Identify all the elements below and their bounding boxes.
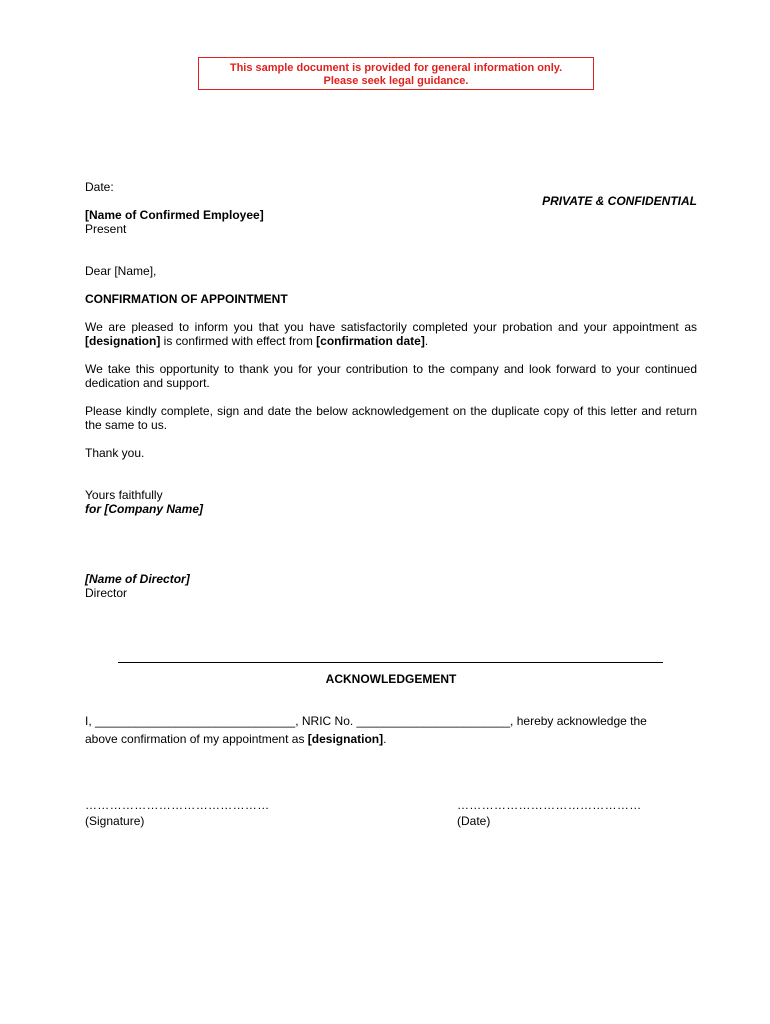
acknowledgement-line-2	[85, 732, 386, 747]
thanks-line: Thank you.	[85, 446, 145, 460]
acknowledgement-heading: ACKNOWLEDGEMENT	[325, 672, 457, 686]
disclaimer-box	[198, 57, 594, 90]
disclaimer-line-2: Please seek legal guidance.	[323, 75, 469, 87]
paragraph-1-text-c: .	[424, 334, 429, 348]
disclaimer-line-1: This sample document is provided for general information only.	[229, 62, 563, 74]
paragraph-2: We take this opportunity to thank you for your contribution to the company and look forward to your continued dedication and support.	[85, 362, 697, 390]
signature-label: (Signature)	[85, 814, 145, 828]
recipient-name: [Name of Confirmed Employee]	[85, 208, 264, 222]
recipient-status: Present	[85, 222, 127, 236]
acknowledgement-line-2-end: .	[383, 732, 387, 746]
paragraph-3: Please kindly complete, sign and date the below acknowledgement on the duplicate copy of this letter and return the same to us.	[85, 404, 697, 432]
signature-dots: ………………………………………	[85, 798, 270, 812]
date-dots: ………………………………………	[457, 798, 642, 812]
acknowledgement-designation: [designation]	[307, 732, 384, 746]
director-name: [Name of Director]	[85, 572, 190, 586]
date-field-label: (Date)	[457, 814, 491, 828]
paragraph-1-date: [confirmation date]	[316, 334, 425, 348]
paragraph-1-text-a: We are pleased to inform you that you have satisfactorily completed your probation and your appointment as	[85, 320, 697, 334]
company-line: for [Company Name]	[85, 502, 204, 516]
paragraph-1-text-b: is confirmed with effect from	[160, 334, 317, 348]
acknowledgement-line-1: I, ______________________________, NRIC No. _______________________, hereby acknowledge the	[85, 714, 647, 728]
paragraph-1-designation: [designation]	[85, 334, 161, 348]
date-label: Date:	[85, 180, 114, 194]
paragraph-1	[85, 320, 697, 348]
acknowledgement-line-2-text: above confirmation of my appointment as	[85, 732, 308, 746]
closing-line: Yours faithfully	[85, 488, 163, 502]
director-title: Director	[85, 586, 128, 600]
confidential-label: PRIVATE & CONFIDENTIAL	[542, 194, 697, 208]
subject-heading: CONFIRMATION OF APPOINTMENT	[85, 292, 288, 306]
salutation: Dear [Name],	[85, 264, 157, 278]
separator-line	[118, 662, 663, 663]
